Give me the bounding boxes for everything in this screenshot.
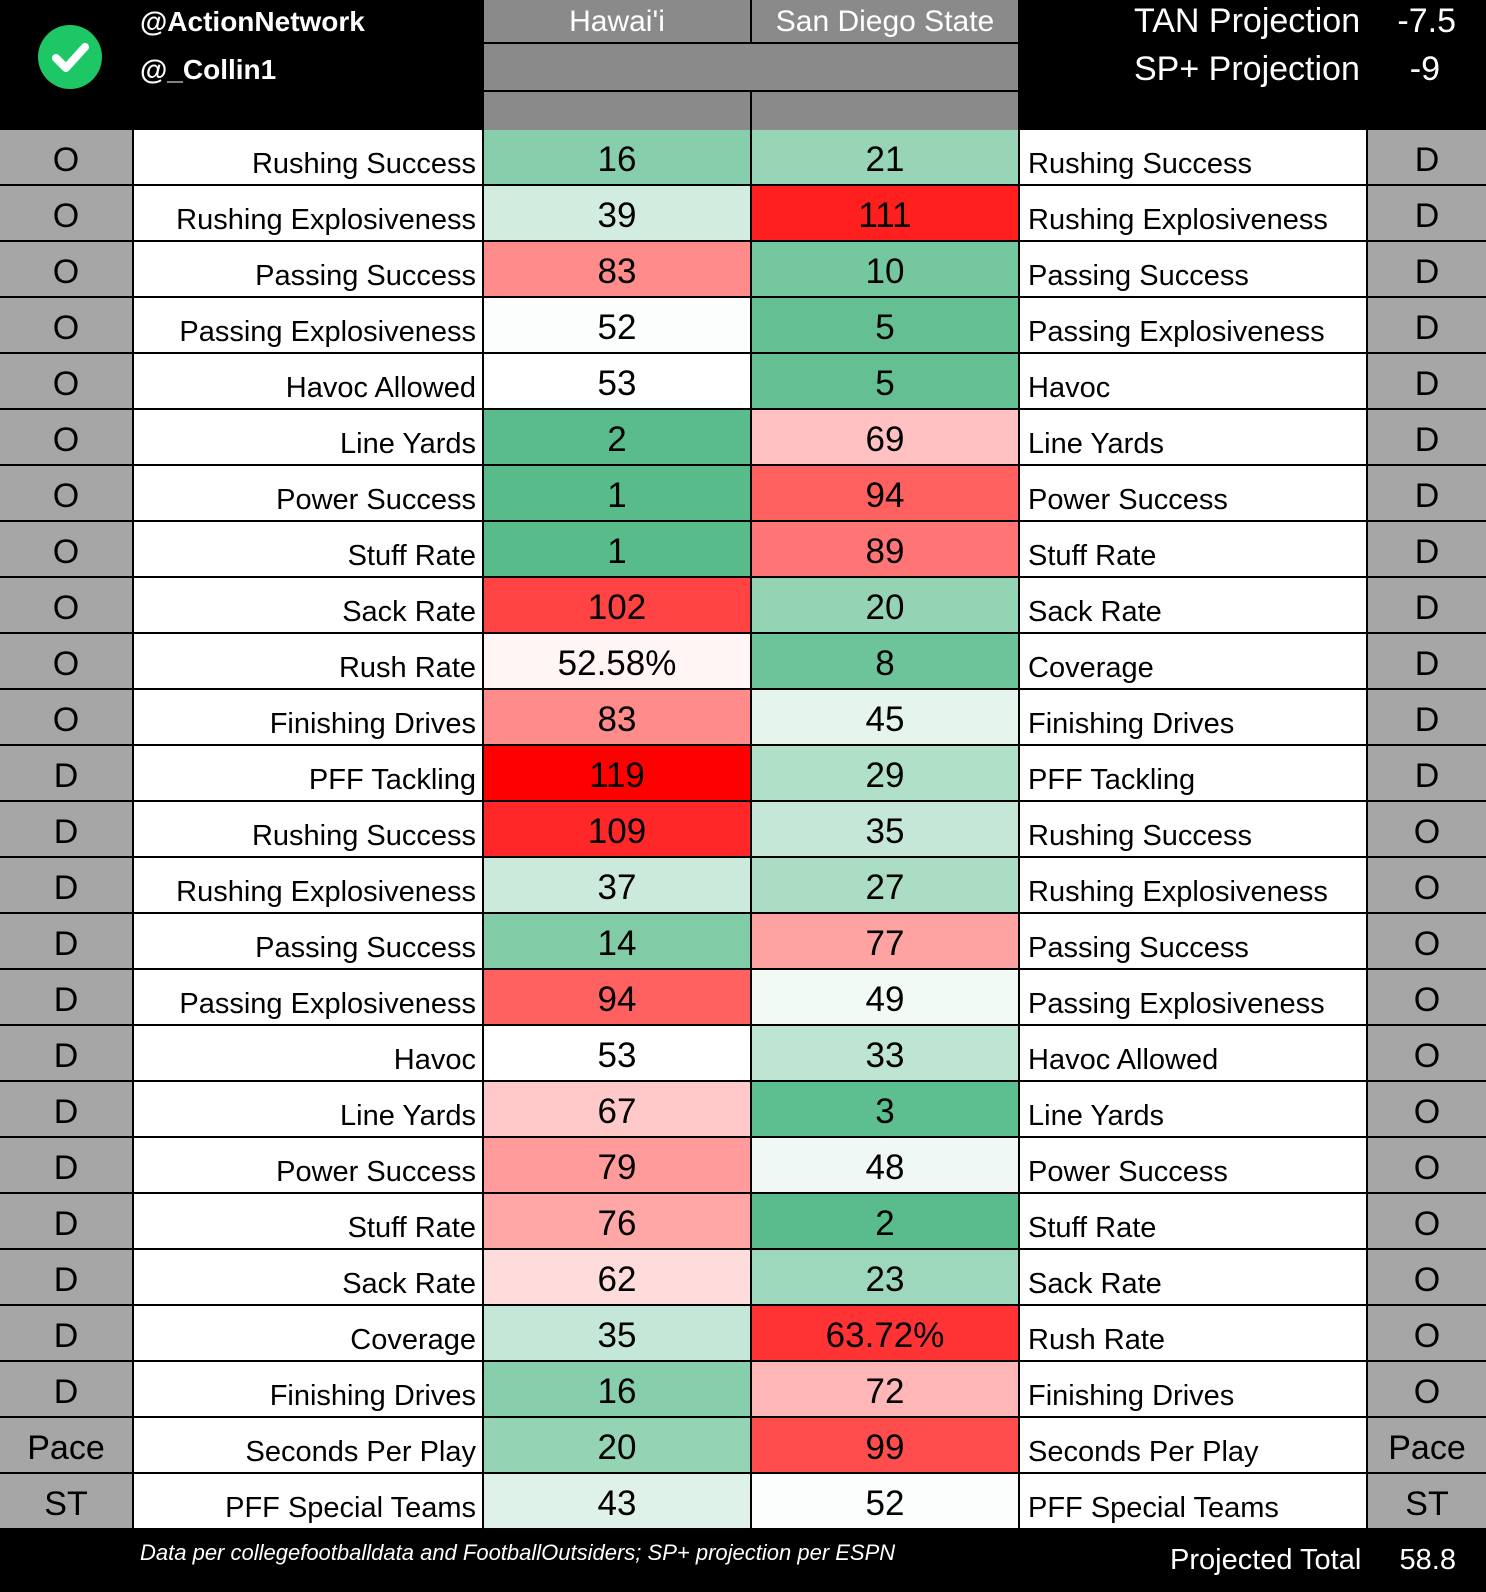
left-stat-value: 43 xyxy=(484,1474,750,1528)
right-stat-value: 27 xyxy=(752,858,1018,912)
table-row xyxy=(0,1026,1486,1082)
right-side-code: O xyxy=(1368,1362,1486,1416)
left-stat-value: 102 xyxy=(484,578,750,632)
right-side-code: D xyxy=(1368,130,1486,184)
table-row xyxy=(0,1474,1486,1530)
left-stat-label: Sack Rate xyxy=(134,578,482,632)
source-note: Data per collegefootballdata and FootballOutsiders; SP+ projection per ESPN xyxy=(140,1540,896,1565)
right-stat-label: Rushing Success xyxy=(1020,130,1366,184)
left-stat-value: 39 xyxy=(484,186,750,240)
left-stat-label: Rush Rate xyxy=(134,634,482,688)
right-side-code: D xyxy=(1368,578,1486,632)
right-stat-value: 5 xyxy=(752,298,1018,352)
table-row xyxy=(0,186,1486,242)
right-side-code: O xyxy=(1368,802,1486,856)
right-side-code: O xyxy=(1368,1194,1486,1248)
left-stat-value: 83 xyxy=(484,690,750,744)
right-side-code: O xyxy=(1368,858,1486,912)
table-row xyxy=(0,578,1486,634)
right-stat-value: 45 xyxy=(752,690,1018,744)
table-row xyxy=(0,242,1486,298)
right-side-code: D xyxy=(1368,354,1486,408)
footer xyxy=(0,1530,1486,1592)
left-side-code: D xyxy=(0,858,132,912)
right-stat-label: Power Success xyxy=(1020,1138,1366,1192)
left-stat-label: Passing Success xyxy=(134,242,482,296)
check-circle-icon xyxy=(38,25,102,89)
team-right-name: San Diego State xyxy=(752,0,1018,42)
left-stat-label: Stuff Rate xyxy=(134,1194,482,1248)
left-stat-label: Coverage xyxy=(134,1306,482,1360)
right-stat-label: Passing Explosiveness xyxy=(1020,298,1366,352)
table-row xyxy=(0,1194,1486,1250)
projected-total-value: 58.8 xyxy=(1399,1544,1456,1576)
left-stat-label: PFF Tackling xyxy=(134,746,482,800)
left-stat-label: PFF Special Teams xyxy=(134,1474,482,1528)
left-side-code: O xyxy=(0,578,132,632)
left-stat-value: 2 xyxy=(484,410,750,464)
right-stat-label: Sack Rate xyxy=(1020,1250,1366,1304)
stats-grid xyxy=(0,130,1486,1530)
left-stat-value: 79 xyxy=(484,1138,750,1192)
table-row xyxy=(0,1418,1486,1474)
left-side-code: D xyxy=(0,970,132,1024)
right-stat-value: 77 xyxy=(752,914,1018,968)
left-stat-label: Seconds Per Play xyxy=(134,1418,482,1472)
right-side-code: D xyxy=(1368,690,1486,744)
right-stat-label: Rushing Success xyxy=(1020,802,1366,856)
right-stat-label: Finishing Drives xyxy=(1020,1362,1366,1416)
left-stat-value: 16 xyxy=(484,1362,750,1416)
table-row xyxy=(0,1362,1486,1418)
left-side-code: D xyxy=(0,914,132,968)
left-side-code: D xyxy=(0,1194,132,1248)
table-row xyxy=(0,1082,1486,1138)
left-stat-value: 83 xyxy=(484,242,750,296)
right-side-code: ST xyxy=(1368,1474,1486,1528)
left-side-code: O xyxy=(0,466,132,520)
header-gray-band xyxy=(484,44,1018,90)
right-stat-label: PFF Special Teams xyxy=(1020,1474,1366,1528)
left-stat-value: 119 xyxy=(484,746,750,800)
right-stat-value: 21 xyxy=(752,130,1018,184)
left-side-code: O xyxy=(0,522,132,576)
left-side-code: D xyxy=(0,1082,132,1136)
left-stat-label: Passing Explosiveness xyxy=(134,970,482,1024)
right-side-code: D xyxy=(1368,746,1486,800)
right-stat-label: Stuff Rate xyxy=(1020,522,1366,576)
team-left-name: Hawai'i xyxy=(484,0,750,42)
right-stat-value: 5 xyxy=(752,354,1018,408)
tan-projection-label: TAN Projection xyxy=(1134,2,1361,40)
table-row xyxy=(0,746,1486,802)
table-row xyxy=(0,634,1486,690)
right-side-code: O xyxy=(1368,1026,1486,1080)
right-side-code: O xyxy=(1368,1082,1486,1136)
left-side-code: D xyxy=(0,1250,132,1304)
right-stat-label: Havoc xyxy=(1020,354,1366,408)
left-stat-label: Havoc Allowed xyxy=(134,354,482,408)
left-stat-value: 1 xyxy=(484,466,750,520)
right-stat-value: 29 xyxy=(752,746,1018,800)
right-stat-label: Coverage xyxy=(1020,634,1366,688)
right-side-code: D xyxy=(1368,410,1486,464)
right-stat-value: 94 xyxy=(752,466,1018,520)
right-stat-value: 89 xyxy=(752,522,1018,576)
right-side-code: D xyxy=(1368,634,1486,688)
left-stat-label: Power Success xyxy=(134,1138,482,1192)
table-row xyxy=(0,466,1486,522)
right-stat-label: Finishing Drives xyxy=(1020,690,1366,744)
header-gray-right xyxy=(752,92,1018,130)
right-stat-value: 20 xyxy=(752,578,1018,632)
left-side-code: O xyxy=(0,130,132,184)
right-side-code: O xyxy=(1368,1306,1486,1360)
right-stat-label: Sack Rate xyxy=(1020,578,1366,632)
sp-projection-label: SP+ Projection xyxy=(1134,50,1360,88)
right-side-code: O xyxy=(1368,970,1486,1024)
right-stat-label: Havoc Allowed xyxy=(1020,1026,1366,1080)
table-row xyxy=(0,522,1486,578)
left-stat-value: 14 xyxy=(484,914,750,968)
left-side-code: O xyxy=(0,354,132,408)
right-stat-label: Line Yards xyxy=(1020,410,1366,464)
left-side-code: D xyxy=(0,746,132,800)
left-side-code: O xyxy=(0,298,132,352)
left-stat-value: 67 xyxy=(484,1082,750,1136)
left-side-code: D xyxy=(0,802,132,856)
right-side-code: D xyxy=(1368,242,1486,296)
left-stat-value: 53 xyxy=(484,1026,750,1080)
right-side-code: D xyxy=(1368,298,1486,352)
right-stat-label: Line Yards xyxy=(1020,1082,1366,1136)
left-side-code: ST xyxy=(0,1474,132,1528)
right-side-code: O xyxy=(1368,914,1486,968)
left-stat-label: Finishing Drives xyxy=(134,1362,482,1416)
table-row xyxy=(0,410,1486,466)
right-stat-value: 23 xyxy=(752,1250,1018,1304)
right-stat-label: Passing Explosiveness xyxy=(1020,970,1366,1024)
right-side-code: O xyxy=(1368,1250,1486,1304)
author-handle: @_Collin1 xyxy=(140,54,277,85)
right-stat-label: Power Success xyxy=(1020,466,1366,520)
right-stat-value: 111 xyxy=(752,186,1018,240)
left-stat-label: Havoc xyxy=(134,1026,482,1080)
left-stat-label: Line Yards xyxy=(134,410,482,464)
left-stat-value: 94 xyxy=(484,970,750,1024)
right-stat-value: 63.72% xyxy=(752,1306,1018,1360)
right-side-code: O xyxy=(1368,1138,1486,1192)
table-row xyxy=(0,970,1486,1026)
left-stat-label: Passing Success xyxy=(134,914,482,968)
left-side-code: Pace xyxy=(0,1418,132,1472)
left-side-code: D xyxy=(0,1026,132,1080)
left-side-code: O xyxy=(0,410,132,464)
left-stat-label: Rushing Success xyxy=(134,802,482,856)
left-stat-value: 52 xyxy=(484,298,750,352)
projected-total-label: Projected Total xyxy=(1170,1544,1362,1576)
right-stat-value: 10 xyxy=(752,242,1018,296)
right-stat-label: Passing Success xyxy=(1020,914,1366,968)
left-stat-label: Passing Explosiveness xyxy=(134,298,482,352)
right-stat-label: Stuff Rate xyxy=(1020,1194,1366,1248)
left-stat-label: Line Yards xyxy=(134,1082,482,1136)
right-side-code: D xyxy=(1368,466,1486,520)
left-stat-value: 76 xyxy=(484,1194,750,1248)
left-stat-value: 52.58% xyxy=(484,634,750,688)
left-side-code: D xyxy=(0,1306,132,1360)
right-stat-label: Seconds Per Play xyxy=(1020,1418,1366,1472)
table-row xyxy=(0,802,1486,858)
left-stat-value: 35 xyxy=(484,1306,750,1360)
left-stat-value: 62 xyxy=(484,1250,750,1304)
left-side-code: O xyxy=(0,634,132,688)
right-stat-value: 3 xyxy=(752,1082,1018,1136)
table-row xyxy=(0,690,1486,746)
sp-projection-value: -9 xyxy=(1409,50,1440,88)
header-gray-left xyxy=(484,92,750,130)
left-stat-label: Stuff Rate xyxy=(134,522,482,576)
table-row xyxy=(0,1306,1486,1362)
header xyxy=(0,0,1486,130)
tan-projection-value: -7.5 xyxy=(1397,2,1456,40)
right-stat-value: 8 xyxy=(752,634,1018,688)
right-stat-label: Rushing Explosiveness xyxy=(1020,186,1366,240)
left-side-code: O xyxy=(0,690,132,744)
right-stat-label: Rush Rate xyxy=(1020,1306,1366,1360)
table-row xyxy=(0,914,1486,970)
left-stat-value: 20 xyxy=(484,1418,750,1472)
left-side-code: O xyxy=(0,242,132,296)
left-stat-value: 53 xyxy=(484,354,750,408)
table-row xyxy=(0,1250,1486,1306)
right-stat-value: 33 xyxy=(752,1026,1018,1080)
right-stat-label: PFF Tackling xyxy=(1020,746,1366,800)
right-stat-value: 48 xyxy=(752,1138,1018,1192)
right-side-code: Pace xyxy=(1368,1418,1486,1472)
action-network-handle: @ActionNetwork xyxy=(140,6,365,37)
right-stat-value: 35 xyxy=(752,802,1018,856)
table-row xyxy=(0,130,1486,186)
right-stat-value: 52 xyxy=(752,1474,1018,1528)
left-stat-value: 37 xyxy=(484,858,750,912)
left-stat-label: Rushing Explosiveness xyxy=(134,186,482,240)
left-stat-label: Rushing Explosiveness xyxy=(134,858,482,912)
left-side-code: D xyxy=(0,1138,132,1192)
right-stat-label: Passing Success xyxy=(1020,242,1366,296)
left-stat-label: Rushing Success xyxy=(134,130,482,184)
table-row xyxy=(0,1138,1486,1194)
table-row xyxy=(0,298,1486,354)
right-stat-value: 2 xyxy=(752,1194,1018,1248)
left-stat-label: Sack Rate xyxy=(134,1250,482,1304)
left-stat-value: 1 xyxy=(484,522,750,576)
left-stat-label: Power Success xyxy=(134,466,482,520)
right-stat-label: Rushing Explosiveness xyxy=(1020,858,1366,912)
table-row xyxy=(0,858,1486,914)
left-side-code: D xyxy=(0,1362,132,1416)
table-row xyxy=(0,354,1486,410)
left-side-code: O xyxy=(0,186,132,240)
right-side-code: D xyxy=(1368,186,1486,240)
right-stat-value: 72 xyxy=(752,1362,1018,1416)
left-stat-value: 16 xyxy=(484,130,750,184)
left-stat-value: 109 xyxy=(484,802,750,856)
left-stat-label: Finishing Drives xyxy=(134,690,482,744)
right-stat-value: 69 xyxy=(752,410,1018,464)
right-side-code: D xyxy=(1368,522,1486,576)
right-stat-value: 49 xyxy=(752,970,1018,1024)
right-stat-value: 99 xyxy=(752,1418,1018,1472)
